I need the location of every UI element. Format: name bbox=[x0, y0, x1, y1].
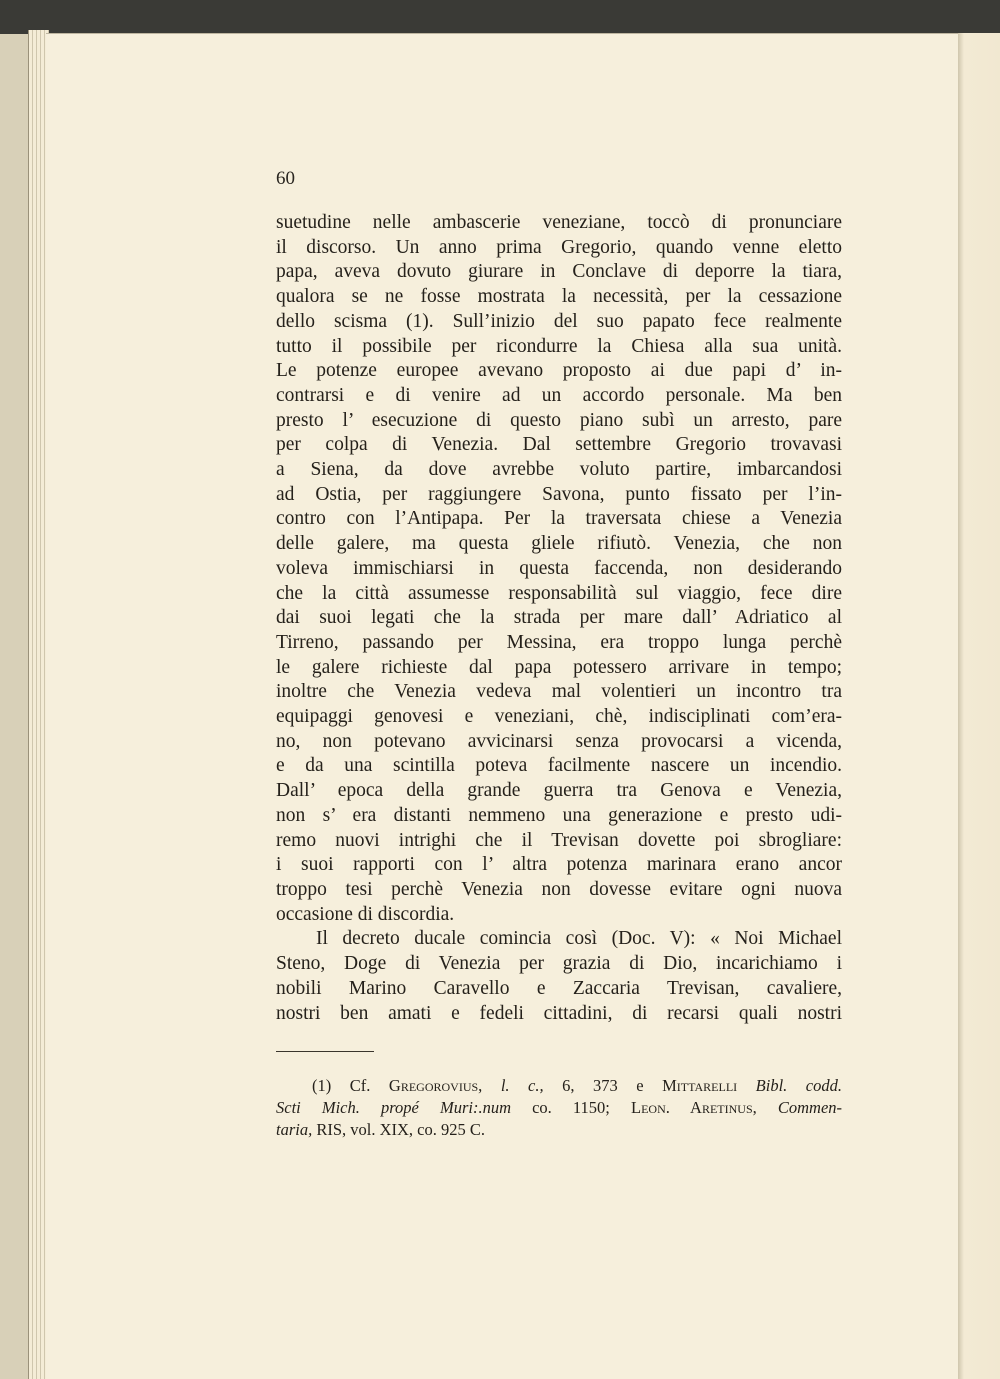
text-line: no, non potevano avvicinarsi senza provocarsi a vicenda, bbox=[276, 730, 842, 752]
text-line: suetudine nelle ambascerie veneziane, toccò di pronunciare bbox=[276, 212, 842, 233]
text-line: i suoi rapporti con l’ altra potenza marinara erano ancor bbox=[276, 854, 842, 876]
text-line: non s’ era distanti nemmeno una generazione e presto udi- bbox=[276, 804, 842, 826]
text-line: e da una scintilla poteva facilmente nascere un incendio. bbox=[276, 755, 842, 777]
text-line: contro con l’Antipapa. Per la traversata chiese a Venezia bbox=[276, 508, 842, 530]
text-line: Dall’ epoca della grande guerra tra Genova e Venezia, bbox=[276, 780, 842, 802]
text-line: troppo tesi perchè Venezia non dovesse evitare ogni nuova bbox=[276, 878, 842, 900]
text-line: qualora se ne fosse mostrata la necessità, per la cessazione bbox=[276, 286, 842, 308]
text-line: contrarsi e di venire ad un accordo personale. Ma ben bbox=[276, 384, 842, 406]
body-text bbox=[276, 211, 842, 1026]
text-line: tutto il possibile per ricondurre la Chiesa alla sua unità. bbox=[276, 335, 842, 357]
text-line: il discorso. Un anno prima Gregorio, quando venne eletto bbox=[276, 236, 842, 258]
text-line: occasione di discordia. bbox=[276, 903, 455, 925]
text-line: nostri ben amati e fedeli cittadini, di recarsi quali nostri bbox=[276, 1002, 842, 1024]
scan-background bbox=[0, 0, 1000, 34]
text-line: Il decreto ducale comincia così (Doc. V): « Noi Michael bbox=[316, 928, 842, 950]
text-line: papa, aveva dovuto giurare in Conclave di deporre la tiara, bbox=[276, 261, 842, 283]
text-line: Le potenze europee avevano proposto ai due papi d’ in- bbox=[276, 360, 842, 382]
page-number: 60 bbox=[276, 168, 295, 189]
text-line: dai suoi legati che la strada per mare dall’ Adriatico al bbox=[276, 607, 842, 629]
text-line: voleva immischiarsi in questa faccenda, non desiderando bbox=[276, 557, 842, 579]
text-line: ad Ostia, per raggiungere Savona, punto fissato per l’in- bbox=[276, 483, 842, 505]
footnote-rule bbox=[276, 1051, 374, 1052]
text-line: remo nuovi intrighi che il Trevisan dovette poi sbrogliare: bbox=[276, 829, 842, 851]
text-line: delle galere, ma questa gliele rifiutò. Venezia, che non bbox=[276, 533, 842, 555]
text-line: presto l’ esecuzione di questo piano subì un arresto, pare bbox=[276, 409, 842, 431]
text-line: le galere richieste dal papa potessero arrivare in tempo; bbox=[276, 656, 842, 678]
footnote bbox=[276, 1075, 842, 1141]
footnote-line: Scti Mich. propé Muri:.num co. 1150; Leon. Aretinus, Commen- bbox=[276, 1098, 843, 1117]
text-line: nobili Marino Caravello e Zaccaria Trevisan, cavaliere, bbox=[276, 977, 842, 999]
text-line: Tirreno, passando per Messina, era troppo lunga perchè bbox=[276, 631, 842, 653]
facing-page-edge bbox=[958, 33, 1000, 1379]
text-line: Steno, Doge di Venezia per grazia di Dio, incarichiamo i bbox=[276, 953, 842, 975]
text-line: equipaggi genovesi e veneziani, chè, indisciplinati com’era- bbox=[276, 706, 842, 728]
footnote-line: taria, RIS, vol. XIX, co. 925 C. bbox=[276, 1120, 486, 1139]
text-line: inoltre che Venezia vedeva mal volentieri un incontro tra bbox=[276, 681, 842, 703]
text-line: che la città assumesse responsabilità sul viaggio, fece dire bbox=[276, 582, 842, 604]
text-line: per colpa di Venezia. Dal settembre Gregorio trovavasi bbox=[276, 434, 842, 456]
text-line: a Siena, da dove avrebbe voluto partire, imbarcandosi bbox=[276, 459, 842, 481]
text-line: dello scisma (1). Sull’inizio del suo papato fece realmente bbox=[276, 310, 842, 332]
footnote-line: (1) Cf. Gregorovius, l. c., 6, 373 e Mittarelli Bibl. codd. bbox=[312, 1076, 843, 1095]
